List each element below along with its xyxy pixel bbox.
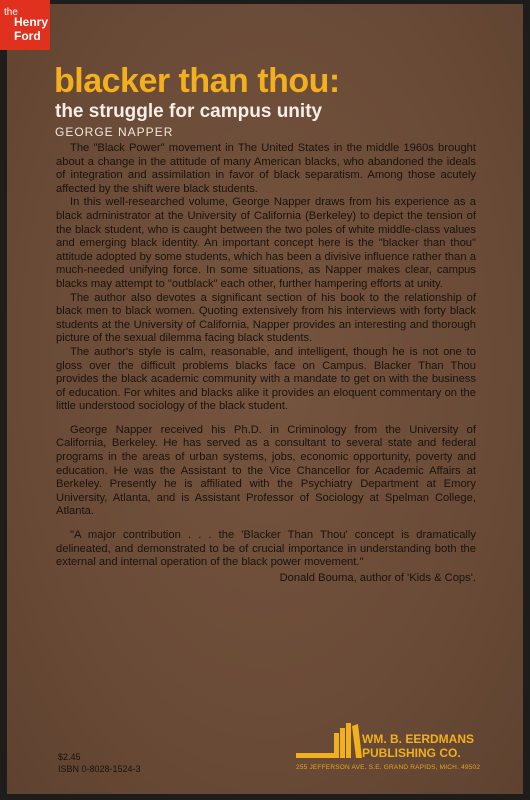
logo-the: the <box>4 7 18 18</box>
publisher-address: 255 JEFFERSON AVE. S.E. GRAND RAPIDS, MICH. 49502 <box>296 764 481 771</box>
author-bio: George Napper received his Ph.D. in Criminology from the University of California, Berkeley. He has served as a consultant to several state and federal programs in the areas of urban systems, jobs, economic opportunity, poverty and education. He was the Assistant to the Vice Chancellor for Academic Affairs at Berkeley. Presently he is affiliated with the Psychiatry Department at Emory University, Atlanta, and is Assistant Professor of Sociology at Spelman College, Atlanta. <box>56 423 476 518</box>
publisher-books-icon <box>296 720 362 762</box>
quote-attribution: Donald Bouma, author of 'Kids & Cops'. <box>279 571 476 584</box>
isbn: ISBN 0-8028-1524-3 <box>58 764 141 774</box>
price-isbn-block <box>58 751 141 775</box>
publisher-name-line2: PUBLISHING CO. <box>362 746 461 760</box>
price: $2.45 <box>58 752 81 762</box>
description-paragraph-3: The author also devotes a significant section of his book to the relationship of black men to black women. Quoting extensively from his interviews with forty black students at the University of California, Napper provides an interesting and thorough picture of the sexual dilemma facing black students. <box>56 291 476 345</box>
logo-ford: Ford <box>14 29 41 43</box>
book-author: GEORGE NAPPER <box>55 125 174 139</box>
publisher-name <box>362 732 474 760</box>
publisher-name-line1: WM. B. EERDMANS <box>362 732 474 746</box>
description-paragraph-4: The author's style is calm, reasonable, and intelligent, though he is not one to gloss over the difficult problems blacks face on Campus. Blacker Than Thou provides the black academic community with a mandate to get on with the business of education. For whites and blacks alike it provides an eloquent commentary on the little understood sociology of the black student. <box>56 345 476 413</box>
description-paragraph-1: The "Black Power" movement in The United States in the middle 1960s brought about a change in the attitude of many American blacks, who abandoned the ideals of integration and assimilation in favor of black separatism. Among those acutely affected by the shift were black students. <box>56 142 476 195</box>
review-quote: "A major contribution . . . the 'Blacker Than Thou' concept is dramatically delineated, and demonstrated to be of crucial importance in understanding both the external and internal operation of the black power movement." <box>56 529 476 569</box>
description-paragraph-2: In this well-researched volume, George Napper draws from his experience as a black administrator at the University of California (Berkeley) to depict the tension of the black student, who is caught between the two poles of white middle-class values and emerging black identity. An important concept here is the "blacker than thou" attitude adopted by some students, which has been a divisive influence rather than a much-needed unifying force. In some situations, as Napper makes clear, campus blacks may attempt to "outblack" each other, further hampering efforts at unity. <box>56 196 476 290</box>
henry-ford-logo[interactable] <box>0 0 50 50</box>
book-subtitle: the struggle for campus unity <box>55 101 323 122</box>
logo-henry: Henry <box>14 15 49 29</box>
publisher-block <box>296 720 506 776</box>
blurb-body <box>56 142 476 585</box>
book-title: blacker than thou: <box>54 62 340 100</box>
